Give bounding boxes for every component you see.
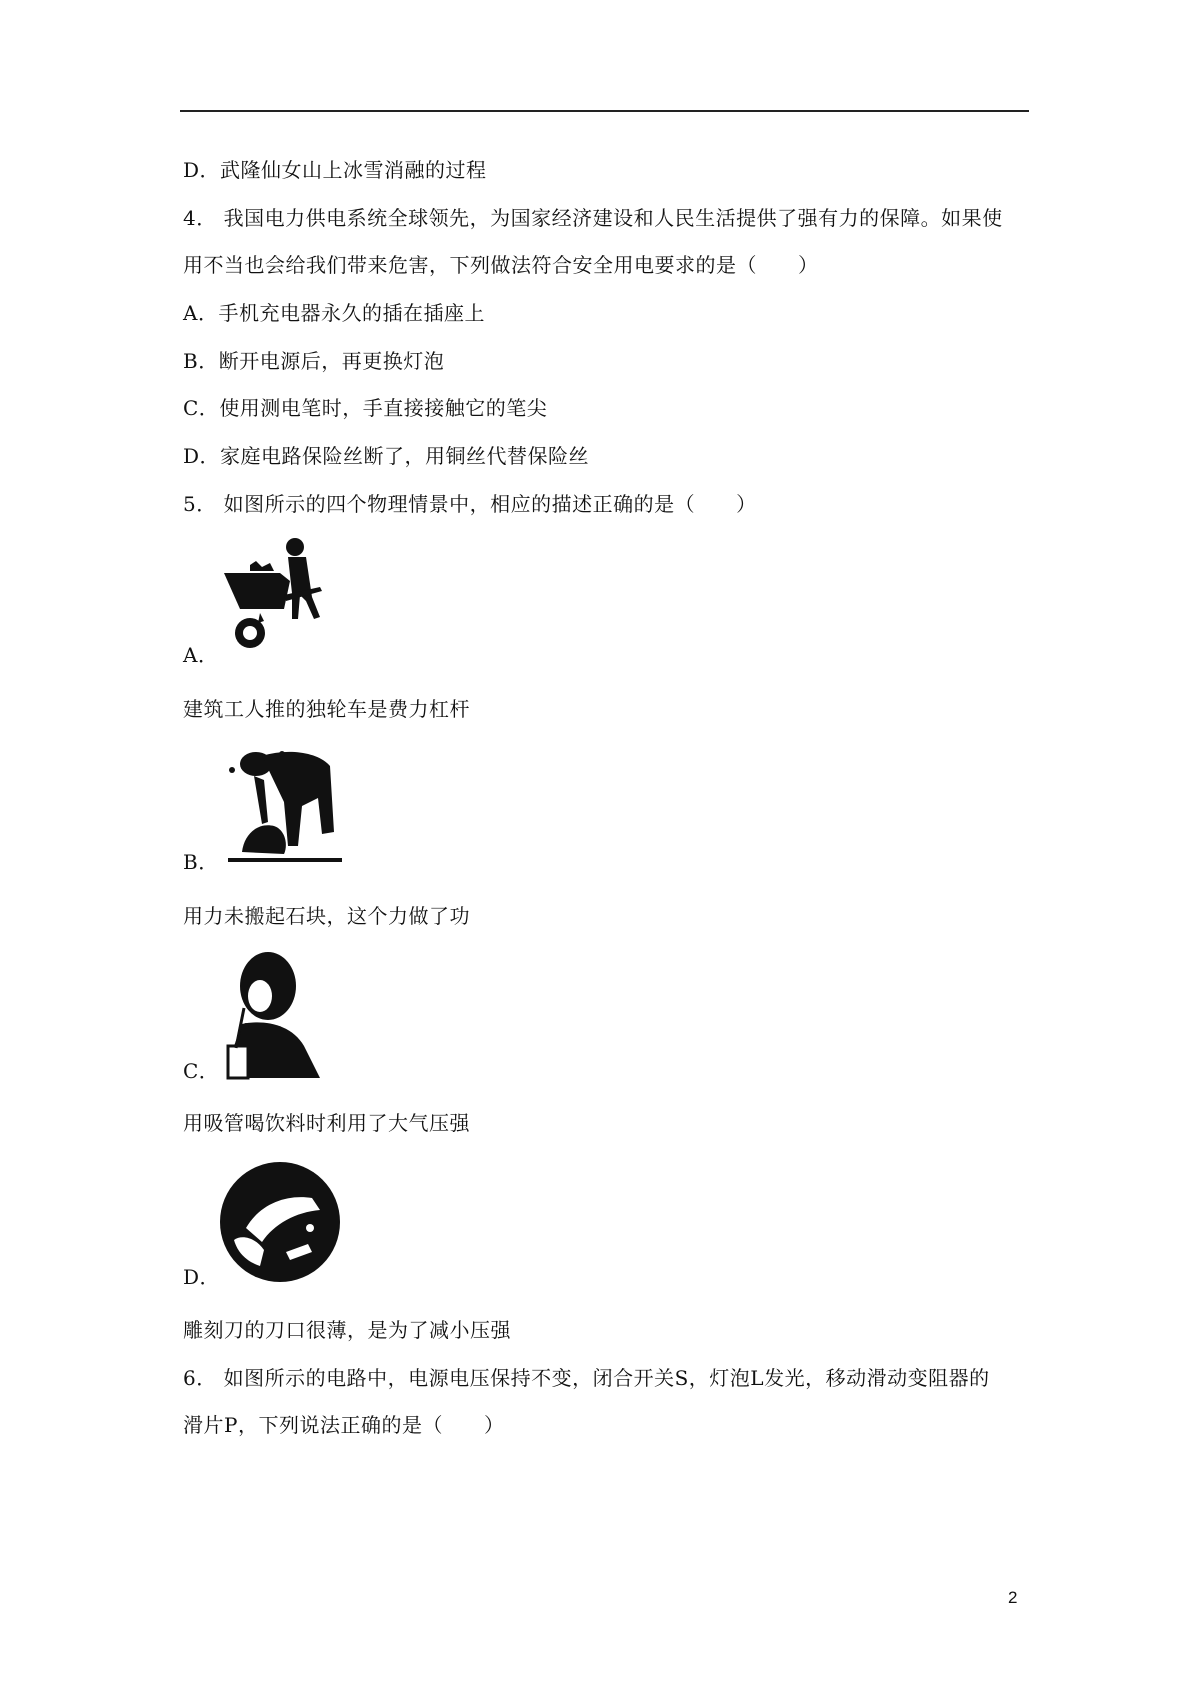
option-4b: B．断开电源后，再更换灯泡: [183, 349, 445, 373]
question-6-line-2: 滑片P，下列说法正确的是（ ）: [183, 1413, 505, 1437]
drinking-straw-icon: [220, 950, 325, 1080]
option-5c-label: C．: [183, 1059, 220, 1083]
page-number: 2: [1008, 1588, 1018, 1607]
option-4d: D．家庭电路保险丝断了，用铜丝代替保险丝: [183, 444, 590, 468]
question-6-line-1: 6． 如图所示的电路中，电源电压保持不变，闭合开关S，灯泡L发光，移动滑动变阻器的: [183, 1366, 990, 1390]
question-5: 5． 如图所示的四个物理情景中，相应的描述正确的是（ ）: [183, 492, 757, 516]
option-4a: A．手机充电器永久的插在插座上: [183, 301, 485, 325]
header-rule: [180, 110, 1029, 112]
carving-knife-icon: [216, 1158, 346, 1288]
option-5b-text: 用力未搬起石块，这个力做了功: [183, 904, 470, 928]
wheelbarrow-icon: [220, 535, 355, 660]
question-4-line-2: 用不当也会给我们带来危害，下列做法符合安全用电要求的是（ ）: [183, 253, 819, 277]
option-5d-label: D．: [183, 1265, 221, 1289]
option-5b-label: B．: [183, 850, 219, 874]
option-5d-text: 雕刻刀的刀口很薄，是为了减小压强: [183, 1318, 511, 1342]
option-3d: D．武隆仙女山上冰雪消融的过程: [183, 158, 487, 182]
option-5c-text: 用吸管喝饮料时利用了大气压强: [183, 1111, 470, 1135]
option-5a-text: 建筑工人推的独轮车是费力杠杆: [183, 697, 470, 721]
lifting-stone-icon: [218, 742, 353, 867]
option-4c: C．使用测电笔时，手直接接触它的笔尖: [183, 396, 548, 420]
option-5a-label: A．: [183, 643, 219, 667]
question-4-line-1: 4． 我国电力供电系统全球领先，为国家经济建设和人民生活提供了强有力的保障。如果使: [183, 206, 1003, 230]
